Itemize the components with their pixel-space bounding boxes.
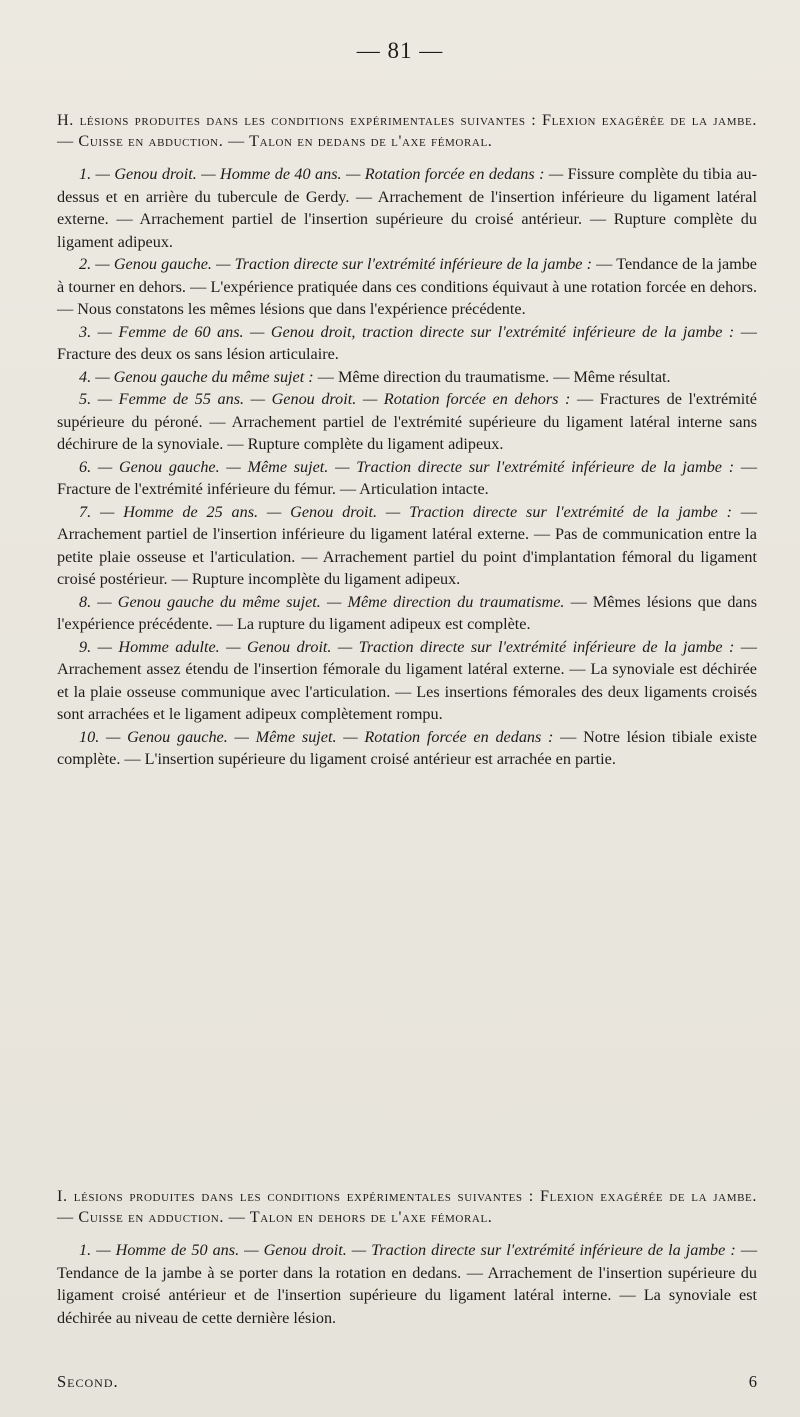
- page-footer: [57, 1372, 757, 1392]
- entry-lead: 1. — Genou droit. — Homme de 40 ans. — Rotation forcée en dedans : —: [79, 165, 564, 183]
- entry-body: — Fracture de l'extrémité inférieure du fémur. — Articulation intacte.: [57, 457, 758, 498]
- entry: [57, 636, 757, 726]
- entry-body: — Arrachement assez étendu de l'insertion fémorale du ligament latéral externe. — La synoviale est déchirée et la plaie osseuse communique avec l'articulation. — Les insertions fémorales des deux ligaments croisés sont arrachées et le ligament adipeux complètement rompu.: [57, 637, 757, 723]
- entry: [57, 366, 757, 389]
- entry-lead: 4. — Genou gauche du même sujet :: [79, 367, 314, 386]
- entry: [57, 163, 757, 253]
- entry: [57, 501, 757, 591]
- entry: [57, 1239, 757, 1329]
- entry-lead: 3. — Femme de 60 ans. — Genou droit, traction directe sur l'extrémité inférieure de la jambe :: [79, 322, 735, 341]
- section-heading: I. lésions produites dans les conditions expérimentales suivantes : Flexion exagérée de la jambe. — Cuisse en adduction. — Talon en dehors de l'axe fémoral.: [57, 1187, 757, 1226]
- entry: [57, 253, 757, 321]
- entry-body: Fissure complète du tibia au-dessus et en arrière du tubercule de Gerdy. — Arrachement de l'insertion inférieure du ligament latéral externe. — Arrachement partiel de l'insertion supérieure du croisé antérieur. — Rupture complète du ligament adipeux.: [57, 165, 757, 251]
- entry: [57, 321, 757, 366]
- entry-body: — Tendance de la jambe à tourner en dehors. — L'expérience pratiquée dans ces conditions équivaut à une rotation forcée en dehors. — Nous constatons les mêmes lésions que dans l'expérience précédente.: [57, 255, 757, 318]
- entry-lead: 8. — Genou gauche du même sujet. — Même direction du traumatisme.: [79, 592, 565, 611]
- entry-lead: 7. — Homme de 25 ans. — Genou droit. — Traction directe sur l'extrémité de la jambe :: [79, 502, 732, 521]
- entry-body: — Même direction du traumatisme. — Même résultat.: [313, 367, 671, 386]
- entry-body: — Arrachement partiel de l'insertion inférieure du ligament latéral externe. — Pas de communication entre la petite plaie osseuse et l'articulation. — Arrachement partiel du point d'implantation fémoral du ligament croisé postérieur. — Rupture incomplète du ligament adipeux.: [57, 502, 757, 588]
- entry: [57, 388, 757, 456]
- entry-lead: 10. — Genou gauche. — Même sujet. — Rotation forcée en dedans :: [79, 727, 554, 746]
- entry-lead: 1. — Homme de 50 ans. — Genou droit. — Traction directe sur l'extrémité inférieure de la jambe :: [79, 1241, 736, 1259]
- entry-body: — Fracture des deux os sans lésion articulaire.: [57, 322, 757, 363]
- section-heading: H. lésions produites dans les conditions expérimentales suivantes : Flexion exagérée de la jambe. — Cuisse en abduction. — Talon en dedans de l'axe fémoral.: [57, 111, 757, 150]
- entry: [57, 726, 757, 771]
- section-i: [57, 1186, 757, 1329]
- entry-lead: 6. — Genou gauche. — Même sujet. — Traction directe sur l'extrémité inférieure de la jambe :: [79, 457, 735, 476]
- entry: [57, 456, 757, 501]
- entry-body: — Mêmes lésions que dans l'expérience précédente. — La rupture du ligament adipeux est complète.: [57, 592, 757, 633]
- signature-mark: 6: [748, 1372, 757, 1391]
- footer-author: Second.: [57, 1372, 119, 1391]
- entry-body: — Tendance de la jambe à se porter dans la rotation en dedans. — Arrachement de l'insertion supérieure du ligament croisé antérieur et de l'insertion supérieure du ligament latéral interne. — La synoviale est déchirée au niveau de cette dernière lésion.: [57, 1241, 758, 1327]
- entry-lead: 2. — Genou gauche. — Traction directe sur l'extrémité inférieure de la jambe :: [79, 255, 593, 273]
- entry-body: — Notre lésion tibiale existe complète. — L'insertion supérieure du ligament croisé antérieur est arrachée en partie.: [57, 727, 757, 768]
- section-h: [57, 110, 757, 771]
- page-number: — 81 —: [356, 38, 444, 63]
- entry-lead: 5. — Femme de 55 ans. — Genou droit. — Rotation forcée en dehors :: [79, 390, 571, 408]
- entry: [57, 591, 757, 636]
- entry-lead: 9. — Homme adulte. — Genou droit. — Traction directe sur l'extrémité inférieure de la jambe :: [79, 637, 735, 656]
- entry-body: — Fractures de l'extrémité supérieure du péroné. — Arrachement partiel de l'extrémité supérieure du ligament latéral interne sans déchirure de la synoviale. — Rupture complète du ligament adipeux.: [57, 390, 757, 453]
